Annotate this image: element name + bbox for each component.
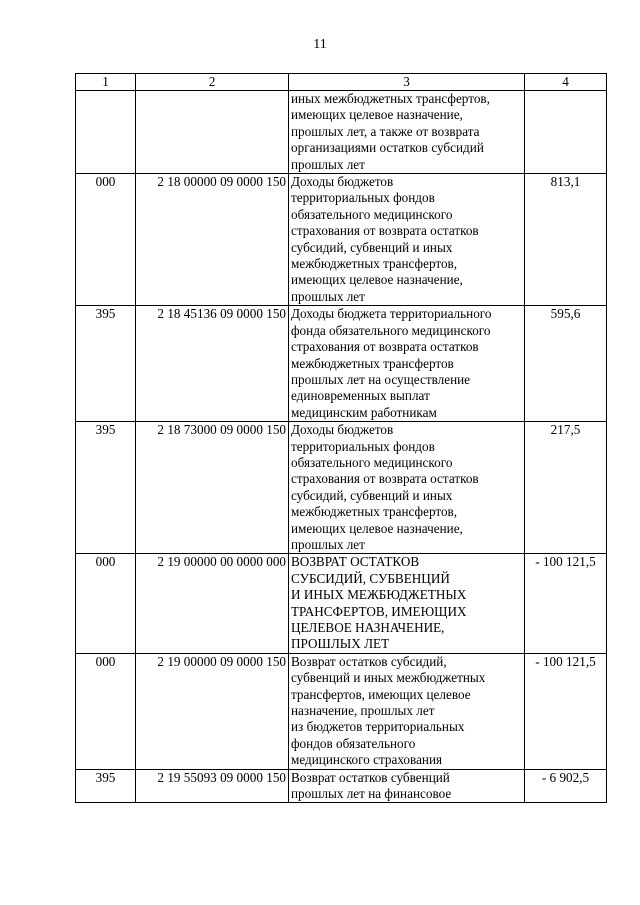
revenue-name-line: ВОЗВРАТ ОСТАТКОВ — [291, 554, 420, 570]
revenue-name-line: прошлых лет на осуществление — [291, 371, 471, 387]
revenue-name-line: трансфертов, имеющих целевое — [291, 686, 471, 702]
revenue-name-line: единовременных выплат — [291, 388, 430, 404]
header-row — [76, 74, 607, 91]
amount-cell: - 100 121,5 — [525, 653, 607, 769]
amount-cell: 813,1 — [525, 174, 607, 306]
table-row — [76, 306, 607, 422]
revenue-name-line: страхования от возврата остатков — [291, 339, 479, 355]
revenue-name-cell — [289, 653, 525, 769]
revenue-name-line: ПРОШЛЫХ ЛЕТ — [291, 636, 390, 652]
revenue-name-line: Доходы бюджетов — [291, 174, 394, 190]
revenue-name-line: имеющих целевое назначение, — [291, 272, 463, 288]
revenue-name-line: медицинского страхования — [291, 752, 443, 768]
revenue-code-cell — [136, 91, 289, 174]
revenue-name-cell — [289, 422, 525, 554]
revenue-name-line: Доходы бюджетов — [291, 422, 394, 438]
revenue-code-cell: 2 19 55093 09 0000 150 — [136, 769, 289, 803]
revenue-name-line: межбюджетных трансфертов, — [291, 256, 458, 272]
admin-code-cell — [76, 91, 136, 174]
budget-table — [75, 73, 607, 803]
revenue-name-line: территориальных фондов — [291, 190, 435, 206]
revenue-name-cell — [289, 174, 525, 306]
revenue-name-line: межбюджетных трансфертов, — [291, 504, 458, 520]
revenue-name-cell — [289, 91, 525, 174]
revenue-name-line: Доходы бюджета территориального — [291, 306, 492, 322]
table-row — [76, 554, 607, 653]
table-row — [76, 422, 607, 554]
revenue-code-cell: 2 19 00000 09 0000 150 — [136, 653, 289, 769]
revenue-code-cell: 2 18 73000 09 0000 150 — [136, 422, 289, 554]
revenue-name-line: прошлых лет — [291, 288, 365, 304]
revenue-name-line: субвенций и иных межбюджетных — [291, 670, 486, 686]
revenue-name-line: ТРАНСФЕРТОВ, ИМЕЮЩИХ — [291, 603, 467, 619]
header-cell-2: 2 — [136, 74, 289, 91]
header-cell-1: 1 — [76, 74, 136, 91]
revenue-name-line: СУБСИДИЙ, СУБВЕНЦИЙ — [291, 570, 450, 586]
revenue-name-line: прошлых лет — [291, 156, 365, 172]
amount-cell: - 100 121,5 — [525, 554, 607, 653]
table-row — [76, 653, 607, 769]
revenue-name-line: прошлых лет — [291, 536, 365, 552]
revenue-name-line: организациями остатков субсидий — [291, 140, 484, 156]
admin-code-cell: 395 — [76, 306, 136, 422]
amount-cell: 217,5 — [525, 422, 607, 554]
revenue-name-line: обязательного медицинского — [291, 454, 453, 470]
revenue-name-line: назначение, прошлых лет — [291, 703, 435, 719]
revenue-name-line: фондов обязательного — [291, 735, 416, 751]
revenue-name-line: имеющих целевое назначение, — [291, 107, 463, 123]
revenue-name-line: субсидий, субвенций и иных — [291, 487, 453, 503]
revenue-name-cell — [289, 306, 525, 422]
revenue-name-line: межбюджетных трансфертов — [291, 355, 454, 371]
table-row — [76, 174, 607, 306]
admin-code-cell: 000 — [76, 653, 136, 769]
amount-cell: - 6 902,5 — [525, 769, 607, 803]
admin-code-cell: 000 — [76, 174, 136, 306]
revenue-name-line: фонда обязательного медицинского — [291, 322, 491, 338]
revenue-code-cell: 2 18 45136 09 0000 150 — [136, 306, 289, 422]
revenue-name-line: Возврат остатков субвенций — [291, 769, 450, 785]
revenue-name-cell — [289, 554, 525, 653]
revenue-name-line: прошлых лет на финансовое — [291, 786, 452, 802]
amount-cell: 595,6 — [525, 306, 607, 422]
revenue-name-line: имеющих целевое назначение, — [291, 520, 463, 536]
revenue-name-line: иных межбюджетных трансфертов, — [291, 91, 490, 106]
header-cell-3: 3 — [289, 74, 525, 91]
header-cell-4: 4 — [525, 74, 607, 91]
page-number: 11 — [313, 37, 327, 52]
revenue-name-line: страхования от возврата остатков — [291, 223, 479, 239]
revenue-name-line: из бюджетов территориальных — [291, 719, 465, 735]
revenue-name-line: обязательного медицинского — [291, 206, 453, 222]
revenue-name-line: субсидий, субвенций и иных — [291, 239, 453, 255]
revenue-name-line: прошлых лет, а также от возврата — [291, 123, 480, 139]
revenue-name-line: Возврат остатков субсидий, — [291, 653, 447, 669]
revenue-name-cell — [289, 769, 525, 803]
revenue-code-cell: 2 19 00000 00 0000 000 — [136, 554, 289, 653]
table-row — [76, 91, 607, 174]
revenue-name-line: страхования от возврата остатков — [291, 471, 479, 487]
revenue-name-line: медицинским работникам — [291, 404, 437, 420]
revenue-name-line: ЦЕЛЕВОЕ НАЗНАЧЕНИЕ, — [291, 620, 445, 635]
table-row — [76, 769, 607, 803]
admin-code-cell: 395 — [76, 769, 136, 803]
amount-cell — [525, 91, 607, 174]
revenue-code-cell: 2 18 00000 09 0000 150 — [136, 174, 289, 306]
admin-code-cell: 395 — [76, 422, 136, 554]
revenue-name-line: территориальных фондов — [291, 438, 435, 454]
admin-code-cell: 000 — [76, 554, 136, 653]
revenue-name-line: И ИНЫХ МЕЖБЮДЖЕТНЫХ — [291, 587, 467, 603]
